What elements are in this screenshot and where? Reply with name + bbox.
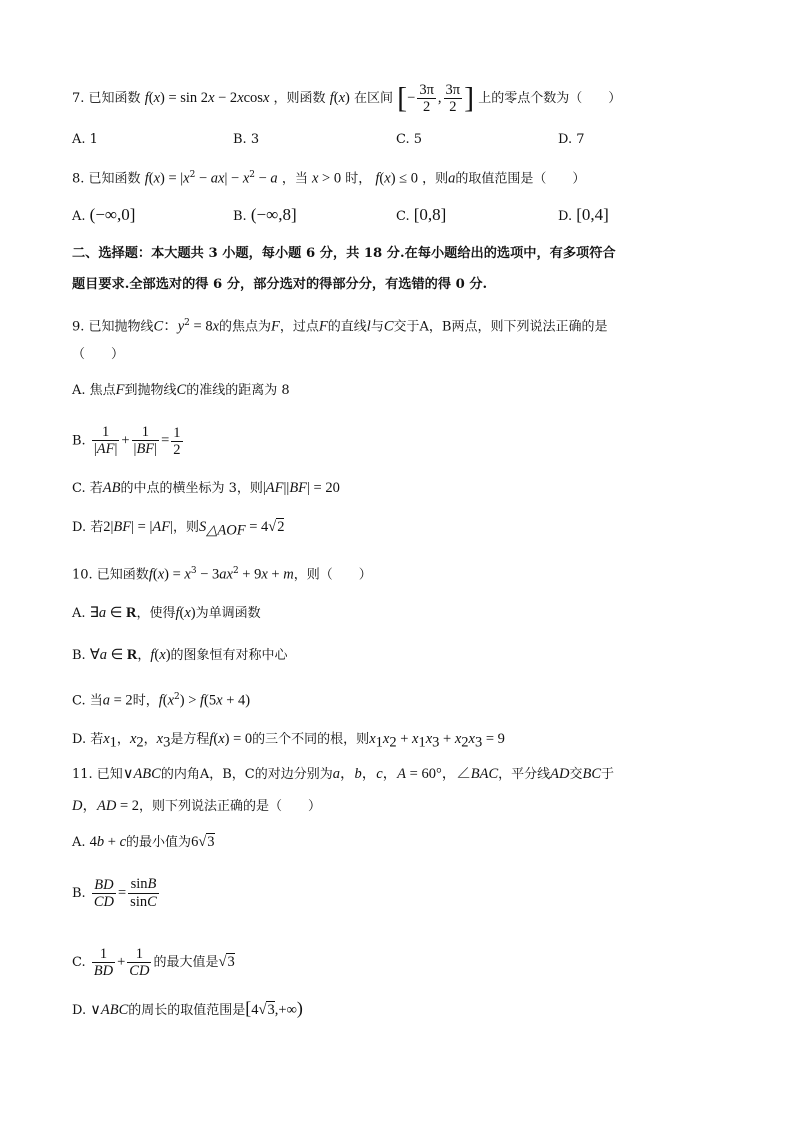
section2-line1: 二、选择题：本大题共 3 小题，每小题 6 分，共 18 分.在每小题给出的选项中，有多项符合 (72, 246, 616, 261)
q10-option-a: A. ∃a ∈ R，使得f(x)为单调函数 (72, 605, 261, 621)
q9-paren: （ ） (72, 347, 125, 362)
q9-option-c: C. 若AB的中点的横坐标为 3，则|AF||BF| = 20 (72, 480, 340, 496)
q8-stem: 8. 已知函数 $f(x) = |x^2 - ax| - x^2 - a$ ，当 x > 0 时， f(x) ≤ 0 ，则a的取值范围是（ ） (72, 170, 586, 187)
q11-option-a: A. 4b + c的最小值为6√3 (72, 834, 215, 850)
q7-option-d: D. 7 (558, 132, 585, 147)
q9-option-d: D. 若2|BF| = |AF|，则$S_{\triangle AOF} = 4√2$ (72, 519, 285, 539)
q11-stem-line1: 11. 已知∨ABC的内角A，B，C的对边分别为a，b，c，A = 60°，∠BAC，平分线AD交BC于 (72, 766, 615, 782)
q8-option-d: D. [0,4] (558, 205, 609, 224)
q8-option-c: C. [0,8] (396, 205, 447, 224)
q9-option-b: B. $\frac{1}{|AF|}$ + $\frac{1}{|BF|}$ = $\frac{1}{2}$ (72, 424, 181, 458)
section2-line2: 题目要求.全部选对的得 6 分，部分选对的得部分分，有选错的得 0 分. (72, 277, 488, 292)
q10-option-c: C. 当a = 2时，$f(x^2) > f(5x + 4)$ (72, 692, 251, 709)
q11-option-b: B. $\frac{BD}{CD}$ = $\frac{\sin B}{\sin C}$ (72, 876, 157, 910)
q7-option-a: A. 1 (72, 132, 98, 147)
q11-option-c: C. $\frac{1}{BD}$ + $\frac{1}{CD}$ 的最大值是√3 (72, 946, 235, 979)
q7-option-c: C. 5 (396, 132, 423, 147)
q10-option-b: B. ∀a ∈ R，f(x)的图象恒有对称中心 (72, 647, 288, 663)
q8-option-b: B. (−∞,8] (233, 205, 297, 224)
q9-stem: 9. 已知抛物线C：$y^2 = 8x$的焦点为F，过点F的直线l与C交于A，B两点，则下列说法正确的是 (72, 318, 608, 335)
q7-option-b: B. 3 (233, 132, 260, 147)
q8-option-a: A. (−∞,0] (72, 205, 136, 224)
q11-stem-line2: D，AD = 2，则下列说法正确的是（ ） (72, 798, 322, 814)
q11-option-d: D. ∨ABC的周长的取值范围是[4√3,+∞) (72, 998, 303, 1018)
q9-option-a: A. 焦点F到抛物线C的准线的距离为 8 (72, 382, 290, 398)
q10-stem: 10. 已知函数$f(x) = x^3 - 3ax^2 + 9x + m$，则（ ） (72, 566, 372, 583)
q10-option-d: D. 若$x_1$，$x_2$，$x_3$是方程f(x) = 0的三个不同的根，则$x_1x_2 + x_1x_3 + x_2x_3 = 9$ (72, 731, 505, 751)
q7-stem: 7. 已知函数 f(x) = sin 2x − 2xcosx ，则函数 f(x) 在区间 [− $\frac{3\pi}{2}$ , $\frac{3\pi}{2}$ ] 上的零点个数为（ ） (72, 81, 622, 115)
